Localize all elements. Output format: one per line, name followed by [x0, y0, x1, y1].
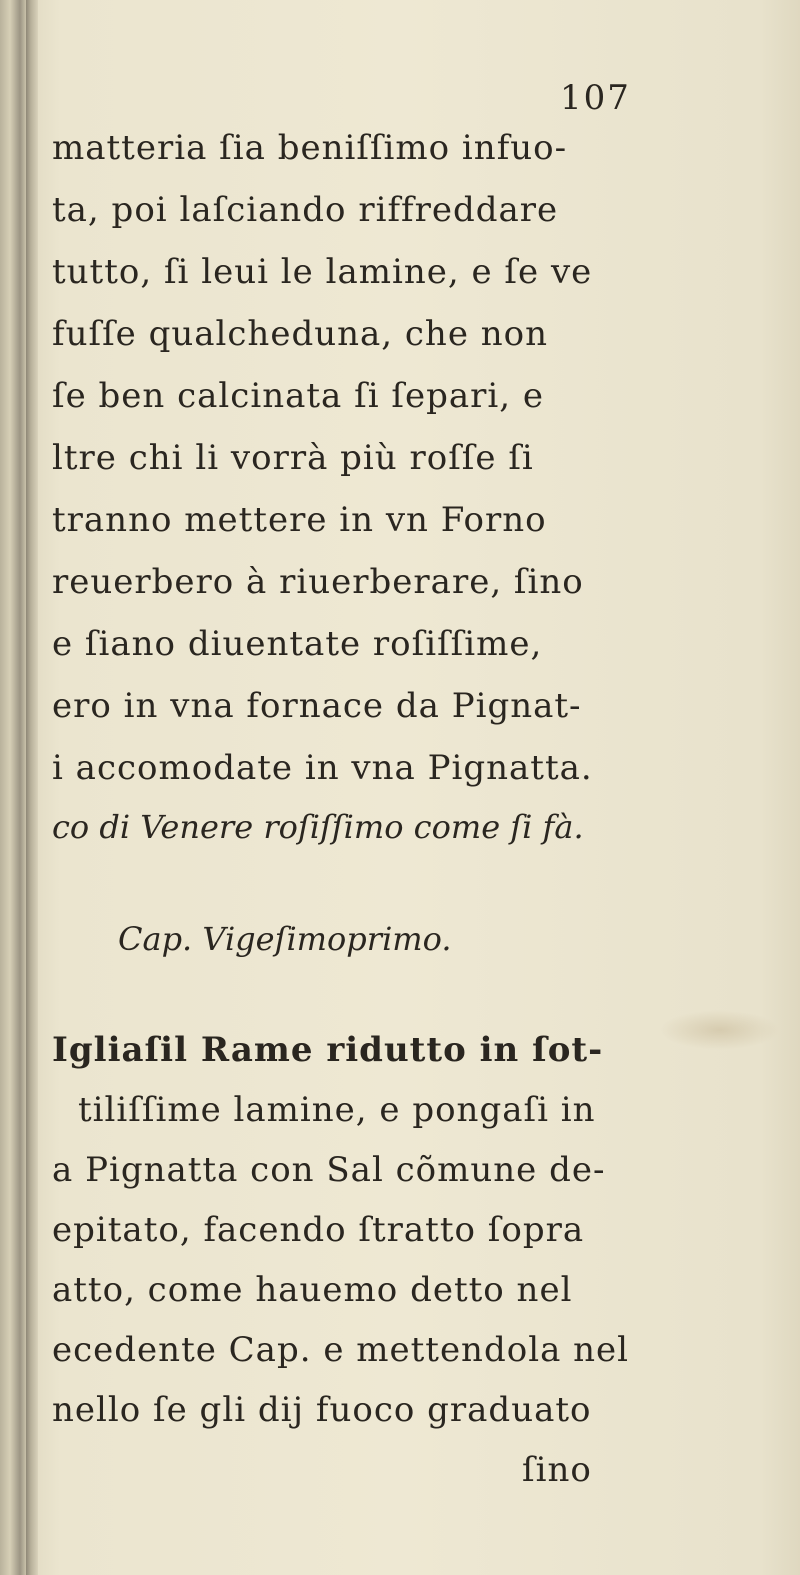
text-line: tiliſſime lamine, e pongaſi in — [78, 1090, 596, 1130]
binding-shadow — [26, 0, 38, 1575]
text-line: reuerbero à riuerberare, ſino — [52, 562, 584, 602]
text-line: fuſſe qualcheduna, che non — [52, 314, 549, 354]
page-number: 107 — [560, 78, 631, 118]
paper-stain — [660, 1010, 780, 1050]
text-line: i accomodate in vna Pignatta. — [52, 748, 593, 788]
text-line: nello ſe gli dij fuoco graduato — [52, 1390, 592, 1430]
text-line: ltre chi li vorrà più roſſe ſi — [52, 438, 534, 478]
binding-gutter — [0, 0, 26, 1575]
text-line: Igliaſil Rame ridutto in ſot- — [52, 1030, 604, 1070]
text-line: atto, come hauemo detto nel — [52, 1270, 573, 1310]
section-title: co di Venere roſiſſimo come ſi fà. — [52, 808, 584, 846]
text-line: ecedente Cap. e mettendola nel — [52, 1330, 630, 1370]
text-line: e ſiano diuentate roſiſſime, — [52, 624, 543, 664]
text-line: tranno mettere in vn Forno — [52, 500, 547, 540]
chapter-heading: Cap. Vigeſimoprimo. — [118, 920, 452, 958]
text-line: a Pignatta con Sal cõmune de- — [52, 1150, 606, 1190]
text-line: epitato, facendo ſtratto ſopra — [52, 1210, 585, 1250]
text-line: matteria ſia beniſſimo infuo- — [52, 128, 568, 168]
text-line: tutto, ſi leui le lamine, e ſe ve — [52, 252, 593, 292]
text-line: ero in vna fornace da Pignat- — [52, 686, 582, 726]
text-line: ſe ben calcinata ſi ſepari, e — [52, 376, 544, 416]
text-line: ta, poi laſciando riffreddare — [52, 190, 559, 230]
catchword: ſino — [522, 1450, 592, 1490]
